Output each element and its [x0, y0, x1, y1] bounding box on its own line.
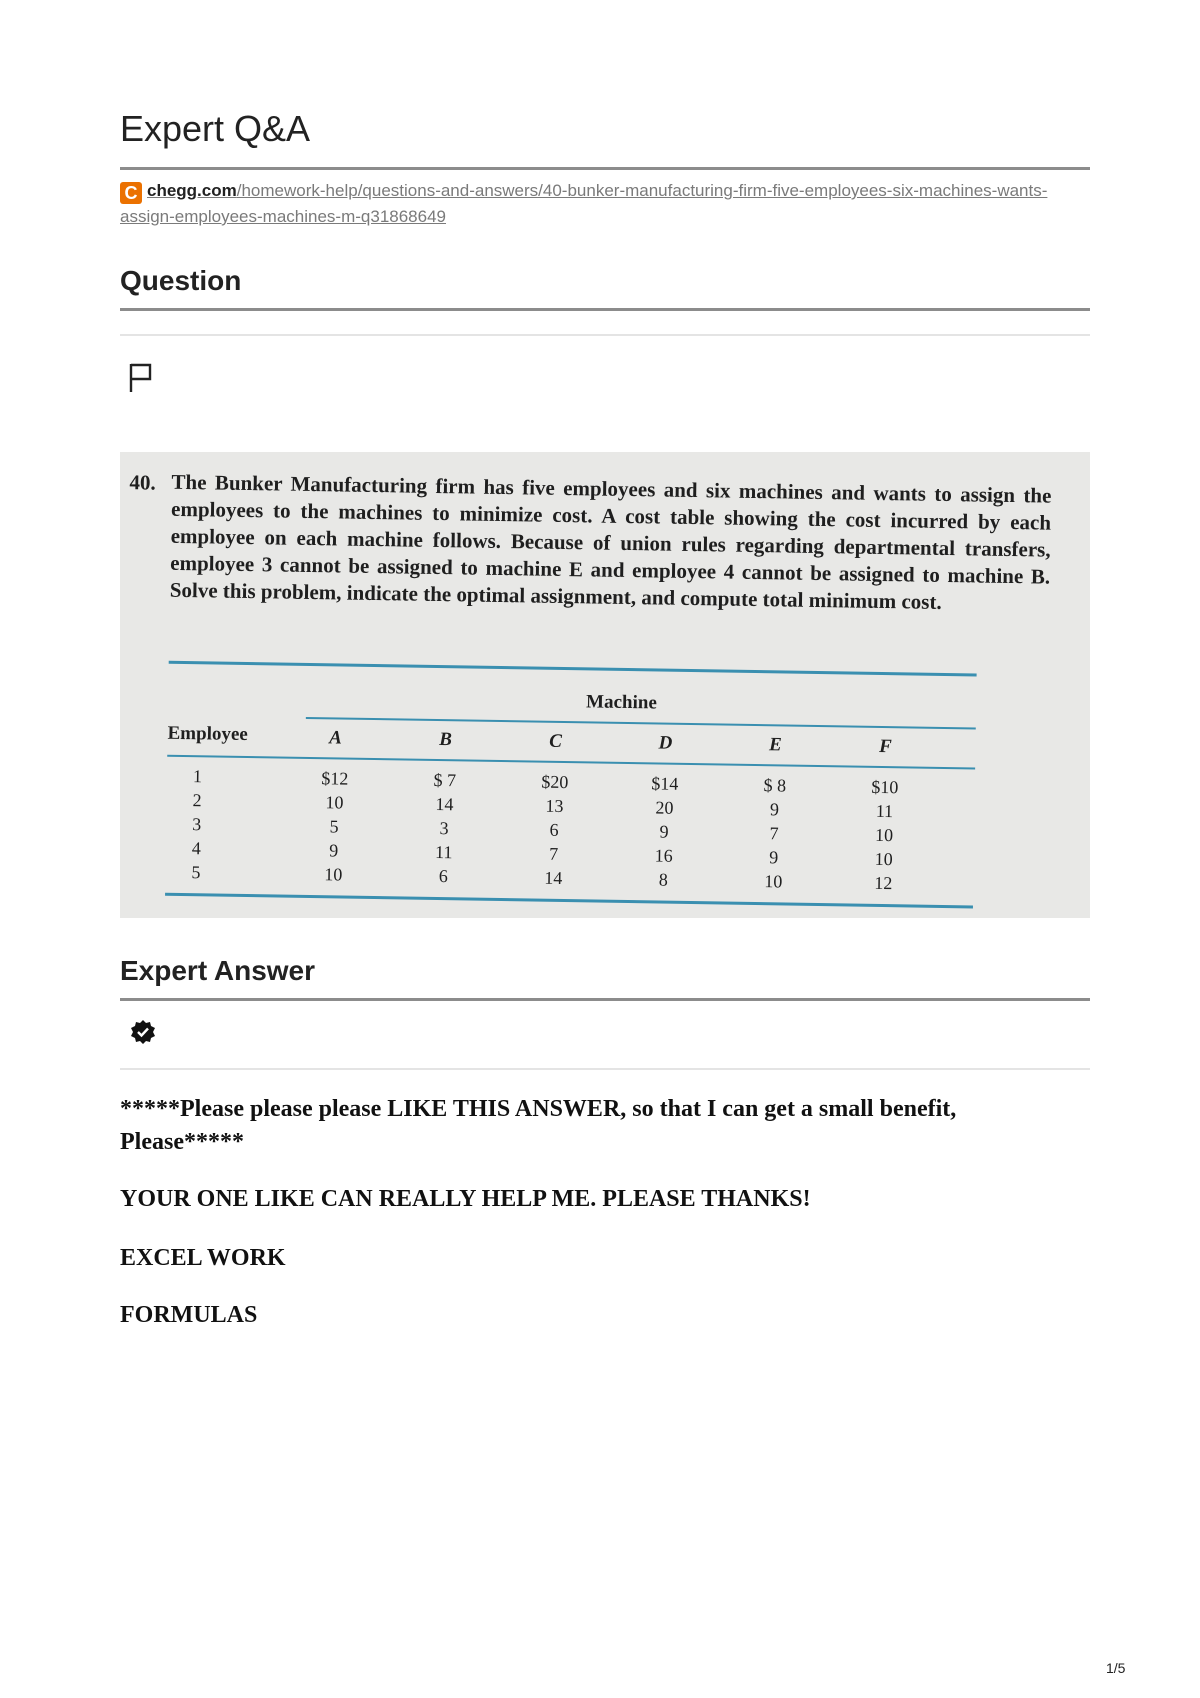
- header-bottom-rule: [167, 755, 975, 770]
- cell-2-f: 11: [875, 800, 894, 822]
- answer-line-2: YOUR ONE LIKE CAN REALLY HELP ME. PLEASE THANKS!: [120, 1186, 811, 1212]
- source-link-block: [120, 178, 1090, 229]
- cell-5-f: 12: [874, 872, 893, 894]
- cell-2-c: 13: [545, 795, 564, 817]
- cell-5-a: 10: [324, 864, 343, 885]
- cell-3-b: 3: [439, 818, 449, 839]
- table-top-rule: [169, 661, 977, 677]
- cell-2-b: 14: [435, 794, 454, 815]
- cell-4-b: 11: [434, 841, 453, 863]
- source-path: /homework-help/questions-and-answers/40-bunker-manufacturing-firm-five-employees-six-machines-wants-assign-employees-machines-m-q31868649: [120, 181, 1048, 226]
- page-title: Expert Q&A: [120, 108, 311, 149]
- column-header-d: D: [658, 732, 673, 754]
- cell-2-e: 9: [769, 799, 780, 820]
- cell-4-a: 9: [329, 840, 339, 861]
- cell-3-a: 5: [329, 816, 339, 837]
- column-header-f: F: [878, 735, 892, 758]
- cell-1-f: $10: [871, 776, 899, 798]
- answer-body: [120, 1093, 1050, 1332]
- chegg-logo-icon: C: [120, 182, 142, 204]
- source-link[interactable]: [120, 181, 1047, 226]
- cell-5-b: 6: [438, 866, 449, 887]
- cell-3-d: 9: [659, 821, 669, 842]
- answer-line-4: FORMULAS: [120, 1302, 258, 1328]
- cell-1-e: $ 8: [763, 775, 787, 796]
- cell-5-c: 14: [544, 867, 563, 888]
- table-bottom-rule: [165, 893, 973, 909]
- cell-4-e: 9: [769, 847, 779, 868]
- column-header-e: E: [768, 734, 782, 756]
- question-image: [120, 452, 1090, 918]
- cell-1-d: $14: [651, 773, 679, 794]
- cell-3-f: 10: [874, 824, 894, 846]
- cell-3-e: 7: [769, 823, 779, 844]
- answer-divider: [120, 998, 1090, 1001]
- cell-4-f: 10: [874, 848, 893, 870]
- source-domain: chegg.com: [147, 181, 237, 200]
- column-header-b: B: [439, 729, 453, 751]
- question-subdivider: [120, 334, 1090, 336]
- cell-5-e: 10: [764, 871, 783, 892]
- flag-icon[interactable]: [128, 362, 156, 394]
- answer-line-3: EXCEL WORK: [120, 1245, 286, 1271]
- cell-2-a: 10: [325, 792, 344, 813]
- problem-text: The Bunker Manufacturing firm has five employees and six machines and wants to assign the employees to the machines to minimize cost. A cost table showing the cost incurred by each employee on each machine follows. Because of union rules regarding departmental transfers, employee 3 cannot be assigned to machine E and employee 4 cannot be assigned to machine B. Solve this problem, indicate the optimal assignment, and compute total minimum cost.: [169, 469, 1052, 614]
- cell-1-a: $12: [321, 768, 349, 789]
- answer-line-1: *****Please please please LIKE THIS ANSWER, so that I can get a small benefit, Please*****: [120, 1096, 957, 1155]
- cell-4-c: 7: [549, 843, 559, 864]
- question-divider: [120, 308, 1090, 311]
- problem-number: 40.: [129, 470, 156, 495]
- cell-2-d: 20: [655, 797, 674, 818]
- cell-1-b: $ 7: [433, 769, 457, 791]
- cell-1-c: $20: [541, 771, 569, 793]
- cell-5-d: 8: [658, 869, 669, 890]
- machine-header-rule: [306, 717, 976, 730]
- employee-3-label: 3: [192, 814, 202, 835]
- column-header-a: A: [329, 727, 343, 749]
- column-header-c: C: [549, 730, 563, 752]
- answer-subdivider: [120, 1068, 1090, 1070]
- cell-3-c: 6: [549, 819, 559, 840]
- title-divider: [120, 167, 1090, 170]
- employee-4-label: 4: [191, 838, 201, 859]
- machine-label: Machine: [585, 691, 658, 714]
- employee-1-label: 1: [192, 766, 203, 787]
- employee-label: Employee: [167, 722, 248, 746]
- cell-4-d: 16: [654, 845, 673, 866]
- verified-badge-icon: [130, 1019, 156, 1045]
- employee-2-label: 2: [192, 790, 202, 811]
- expert-answer-heading: Expert Answer: [120, 955, 316, 986]
- employee-5-label: 5: [191, 862, 201, 883]
- question-heading: Question: [120, 265, 242, 296]
- page-indicator: 1/5: [1106, 1660, 1126, 1676]
